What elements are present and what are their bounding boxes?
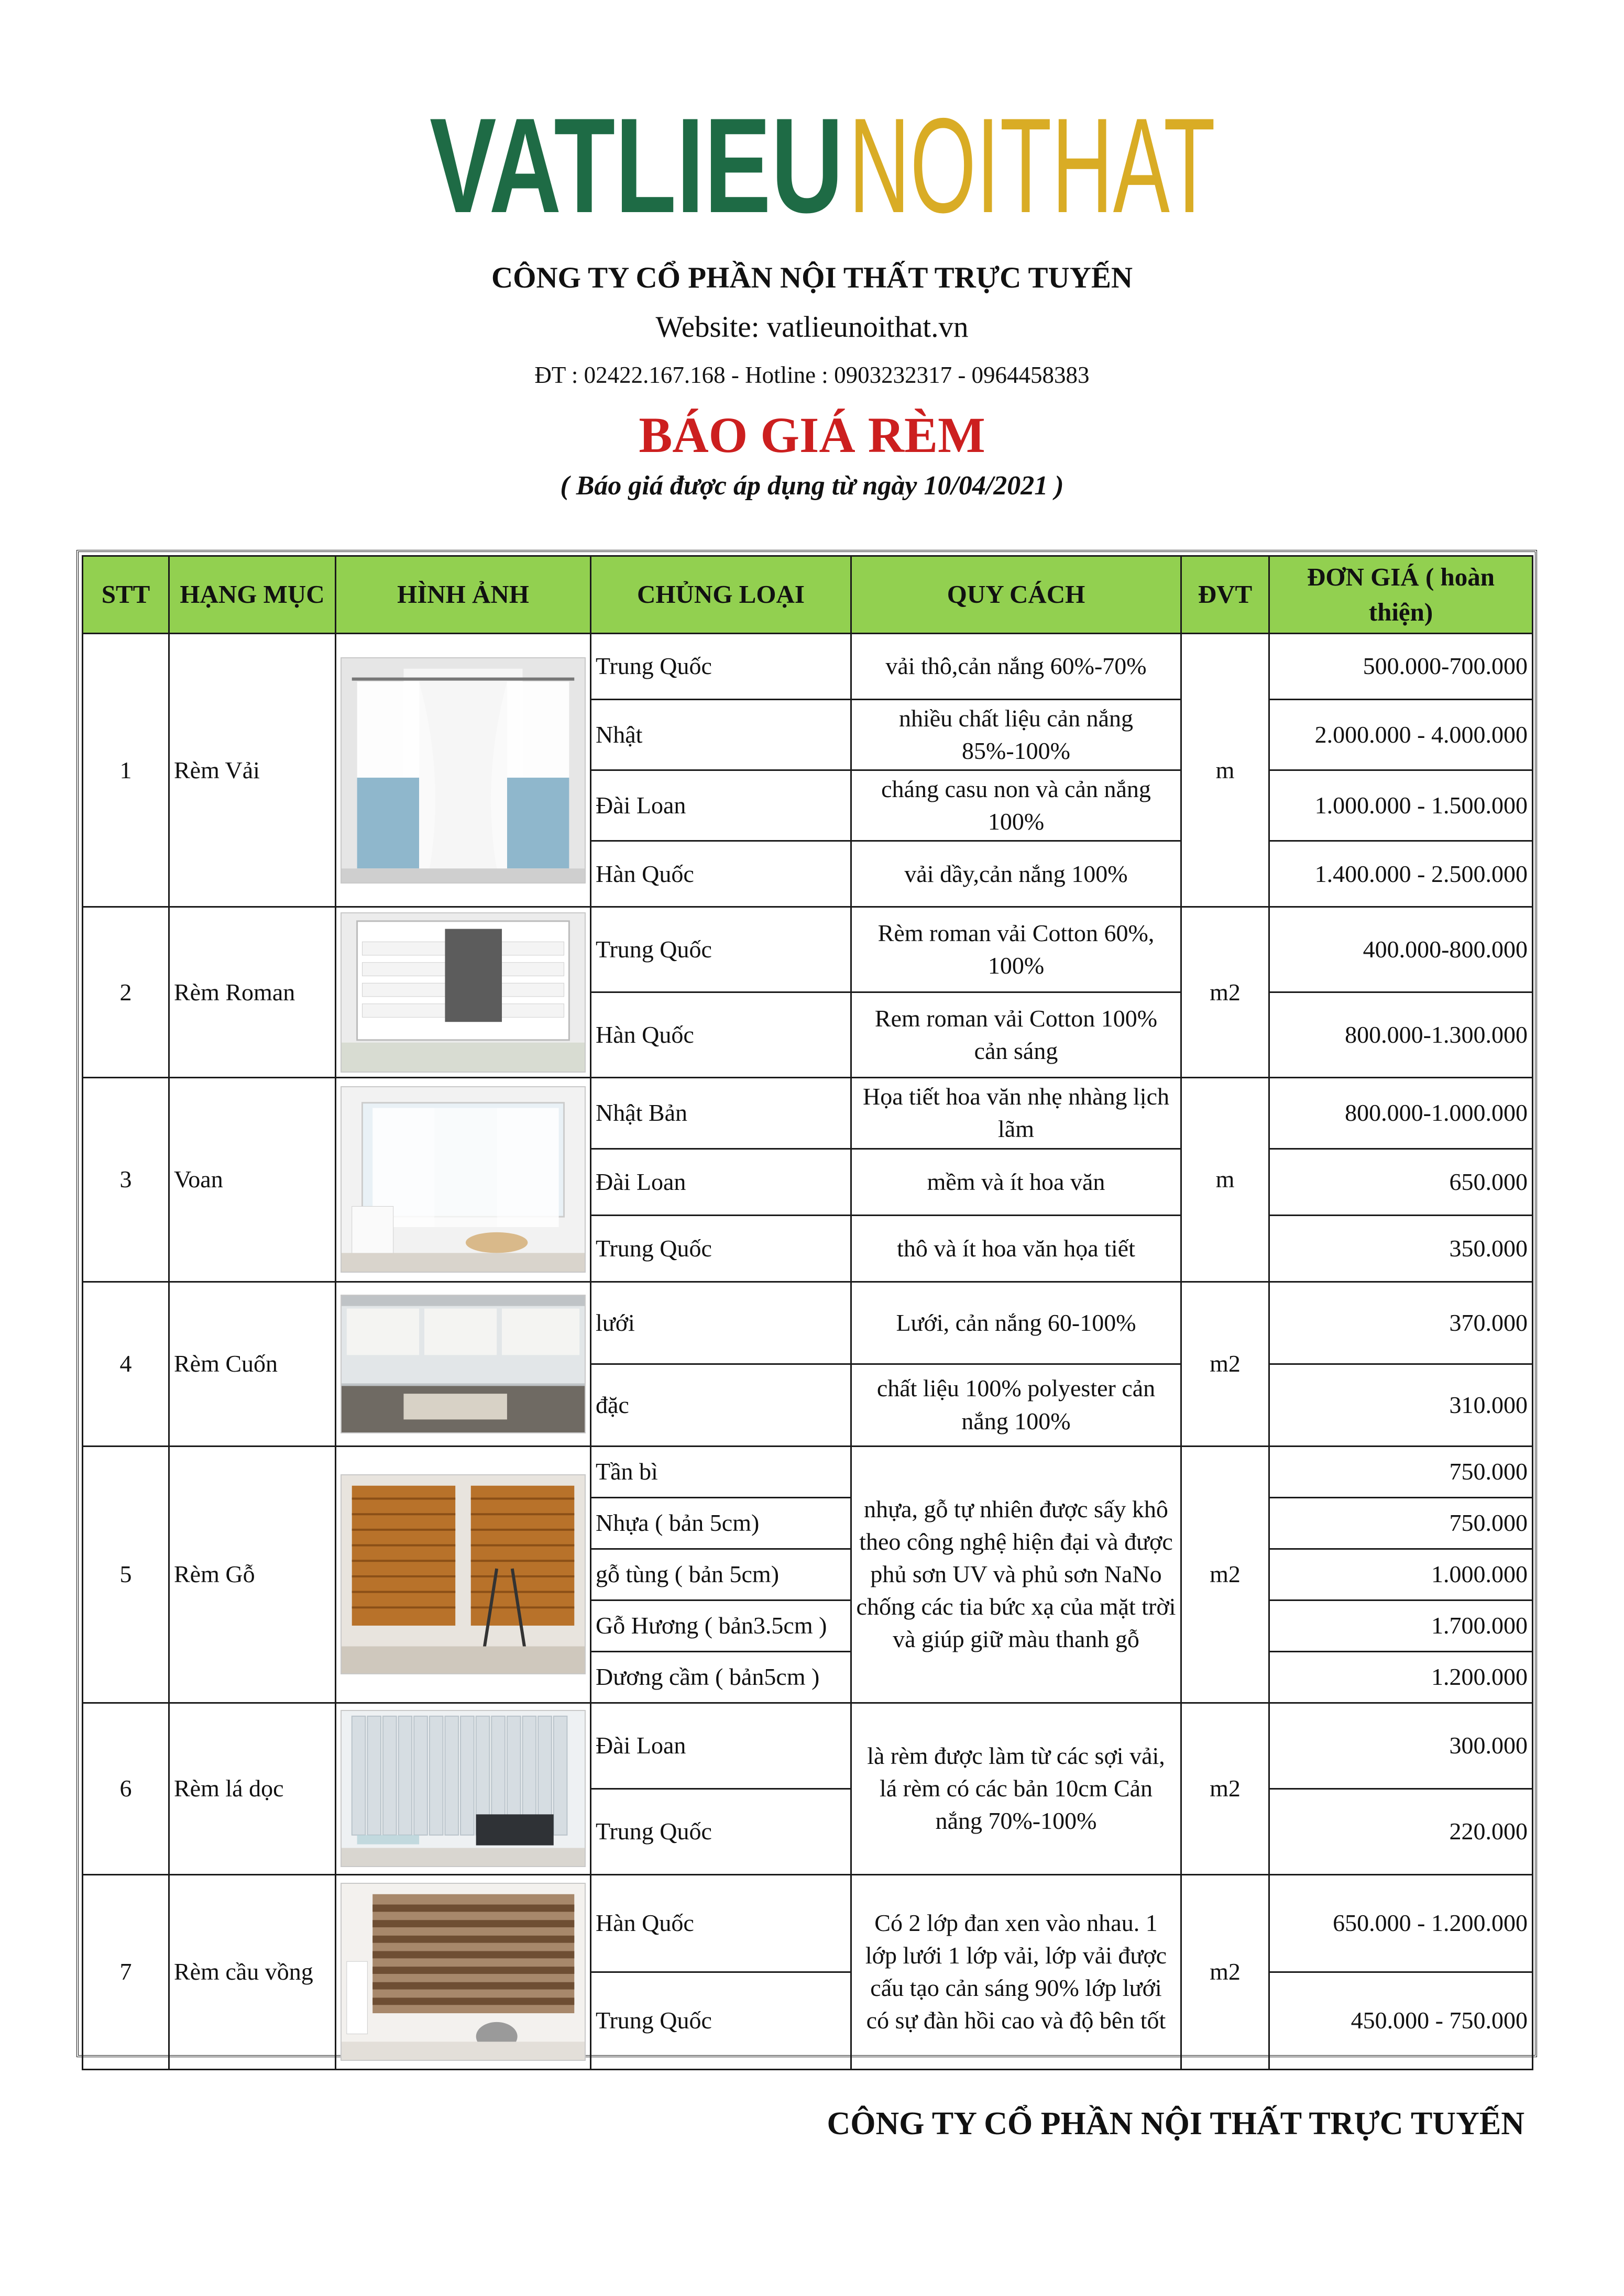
table-header-row xyxy=(83,556,1533,634)
price-cell: 750.000 xyxy=(1269,1497,1533,1549)
table-row xyxy=(83,1282,1533,1364)
price-cell: 500.000-700.000 xyxy=(1269,634,1533,700)
spec-cell: Họa tiết hoa văn nhẹ nhàng lịch lãm xyxy=(851,1078,1181,1149)
stt-cell: 2 xyxy=(83,907,169,1078)
type-cell: lưới xyxy=(591,1282,851,1364)
table-row xyxy=(83,634,1533,700)
category-cell: Rèm cầu vồng xyxy=(169,1874,336,2069)
price-cell: 300.000 xyxy=(1269,1703,1533,1789)
spec-cell: Có 2 lớp đan xen vào nhau. 1 lớp lưới 1 lớp vải, lớp vải được cấu tạo cản sáng 90% lớp lưới có sự đàn hồi cao và độ bên tốt xyxy=(851,1874,1181,2069)
effective-date-note: ( Báo giá được áp dụng từ ngày 10/04/2021 ) xyxy=(560,471,1064,501)
table-row xyxy=(83,1874,1533,1972)
price-cell: 800.000-1.000.000 xyxy=(1269,1078,1533,1149)
col-header-price: ĐƠN GIÁ ( hoàn thiện) xyxy=(1269,556,1533,634)
voile-curtain-photo xyxy=(341,1086,586,1273)
type-cell: Đài Loan xyxy=(591,1149,851,1215)
type-cell: Hàn Quốc xyxy=(591,1874,851,1972)
type-cell: đặc xyxy=(591,1364,851,1446)
col-header-spec: QUY CÁCH xyxy=(851,556,1181,634)
type-cell: Nhật Bản xyxy=(591,1078,851,1149)
wooden-blind-photo xyxy=(341,1474,586,1674)
unit-cell: m xyxy=(1181,1078,1269,1282)
col-header-type: CHỦNG LOẠI xyxy=(591,556,851,634)
price-cell: 370.000 xyxy=(1269,1282,1533,1364)
unit-cell: m xyxy=(1181,634,1269,907)
type-cell: Đài Loan xyxy=(591,770,851,841)
footer-company: CÔNG TY CỔ PHẦN NỘI THẤT TRỰC TUYẾN xyxy=(827,2106,1524,2142)
price-cell: 800.000-1.300.000 xyxy=(1269,992,1533,1078)
unit-cell: m2 xyxy=(1181,1282,1269,1446)
unit-cell: m2 xyxy=(1181,1874,1269,2069)
unit-cell: m2 xyxy=(1181,1446,1269,1703)
table-row xyxy=(83,1078,1533,1149)
price-cell: 650.000 xyxy=(1269,1149,1533,1215)
spec-cell: nhiều chất liệu cản nắng 85%-100% xyxy=(851,700,1181,770)
brand-logo xyxy=(430,90,1215,241)
price-cell: 400.000-800.000 xyxy=(1269,907,1533,992)
unit-cell: m2 xyxy=(1181,1703,1269,1874)
logo-graphic xyxy=(430,90,1215,241)
type-cell: Dương cầm ( bản5cm ) xyxy=(591,1651,851,1703)
price-cell: 220.000 xyxy=(1269,1789,1533,1874)
roller-blind-photo xyxy=(341,1295,586,1433)
col-header-image: HÌNH ẢNH xyxy=(336,556,591,634)
type-cell: Nhật xyxy=(591,700,851,770)
type-cell: Hàn Quốc xyxy=(591,841,851,907)
col-header-unit: ĐVT xyxy=(1181,556,1269,634)
price-table-frame xyxy=(76,550,1537,2057)
spec-cell: là rèm được làm từ các sợi vải, lá rèm có các bản 10cm Cản nắng 70%-100% xyxy=(851,1703,1181,1874)
stt-cell: 1 xyxy=(83,634,169,907)
spec-cell: cháng casu non và cản nắng 100% xyxy=(851,770,1181,841)
logo-part-vatlieu: VATLIEU xyxy=(430,90,843,241)
spec-cell: Rem roman vải Cotton 100% cản sáng xyxy=(851,992,1181,1078)
price-cell: 750.000 xyxy=(1269,1446,1533,1497)
type-cell: Trung Quốc xyxy=(591,907,851,992)
category-cell: Rèm Cuốn xyxy=(169,1282,336,1446)
website-line: Website: vatlieunoithat.vn xyxy=(655,311,969,344)
type-cell: Trung Quốc xyxy=(591,1789,851,1874)
type-cell: gỗ tùng ( bản 5cm) xyxy=(591,1549,851,1600)
price-cell: 350.000 xyxy=(1269,1215,1533,1282)
rainbow-blind-photo xyxy=(341,1883,586,2061)
price-cell: 1.700.000 xyxy=(1269,1600,1533,1651)
stt-cell: 4 xyxy=(83,1282,169,1446)
stt-cell: 6 xyxy=(83,1703,169,1874)
price-cell: 650.000 - 1.200.000 xyxy=(1269,1874,1533,1972)
price-cell: 310.000 xyxy=(1269,1364,1533,1446)
type-cell: Hàn Quốc xyxy=(591,992,851,1078)
roman-blind-photo xyxy=(341,912,586,1073)
category-cell: Rèm Roman xyxy=(169,907,336,1078)
logo-part-noithat: NOITHAT xyxy=(849,90,1215,241)
spec-cell: Lưới, cản nắng 60-100% xyxy=(851,1282,1181,1364)
category-cell: Rèm Vải xyxy=(169,634,336,907)
type-cell: Tần bì xyxy=(591,1446,851,1497)
category-cell: Rèm Gỗ xyxy=(169,1446,336,1703)
stt-cell: 5 xyxy=(83,1446,169,1703)
stt-cell: 7 xyxy=(83,1874,169,2069)
spec-cell: nhựa, gỗ tự nhiên được sấy khô theo công nghệ hiện đại và được phủ sơn UV và phủ sơn NaNo chống các tia bức xạ của mặt trời và giúp giữ màu thanh gỗ xyxy=(851,1446,1181,1703)
price-cell: 1.000.000 - 1.500.000 xyxy=(1269,770,1533,841)
spec-cell: Rèm roman vải Cotton 60%, 100% xyxy=(851,907,1181,992)
table-row xyxy=(83,1703,1533,1789)
page-title: BÁO GIÁ RÈM xyxy=(639,407,985,463)
spec-cell: vải thô,cản nắng 60%-70% xyxy=(851,634,1181,700)
price-table xyxy=(82,555,1533,2070)
price-cell: 1.000.000 xyxy=(1269,1549,1533,1600)
stt-cell: 3 xyxy=(83,1078,169,1282)
price-cell: 2.000.000 - 4.000.000 xyxy=(1269,700,1533,770)
spec-cell: vải dầy,cản nắng 100% xyxy=(851,841,1181,907)
price-cell: 1.400.000 - 2.500.000 xyxy=(1269,841,1533,907)
spec-cell: chất liệu 100% polyester cản nắng 100% xyxy=(851,1364,1181,1446)
table-row xyxy=(83,1446,1533,1497)
type-cell: Nhựa ( bản 5cm) xyxy=(591,1497,851,1549)
col-header-stt: STT xyxy=(83,556,169,634)
type-cell: Đài Loan xyxy=(591,1703,851,1789)
vertical-blind-photo xyxy=(341,1710,586,1867)
type-cell: Trung Quốc xyxy=(591,1972,851,2069)
col-header-category: HẠNG MỤC xyxy=(169,556,336,634)
type-cell: Trung Quốc xyxy=(591,634,851,700)
category-cell: Voan xyxy=(169,1078,336,1282)
phone-line: ĐT : 02422.167.168 - Hotline : 0903232317 - 0964458383 xyxy=(534,362,1090,388)
price-cell: 1.200.000 xyxy=(1269,1651,1533,1703)
type-cell: Trung Quốc xyxy=(591,1215,851,1282)
unit-cell: m2 xyxy=(1181,907,1269,1078)
category-cell: Rèm lá dọc xyxy=(169,1703,336,1874)
price-cell: 450.000 - 750.000 xyxy=(1269,1972,1533,2069)
table-row xyxy=(83,907,1533,992)
company-name: CÔNG TY CỔ PHẦN NỘI THẤT TRỰC TUYẾN xyxy=(491,261,1133,294)
spec-cell: thô và ít hoa văn họa tiết xyxy=(851,1215,1181,1282)
type-cell: Gỗ Hương ( bản3.5cm ) xyxy=(591,1600,851,1651)
fabric-curtain-photo xyxy=(341,657,586,884)
spec-cell: mềm và ít hoa văn xyxy=(851,1149,1181,1215)
